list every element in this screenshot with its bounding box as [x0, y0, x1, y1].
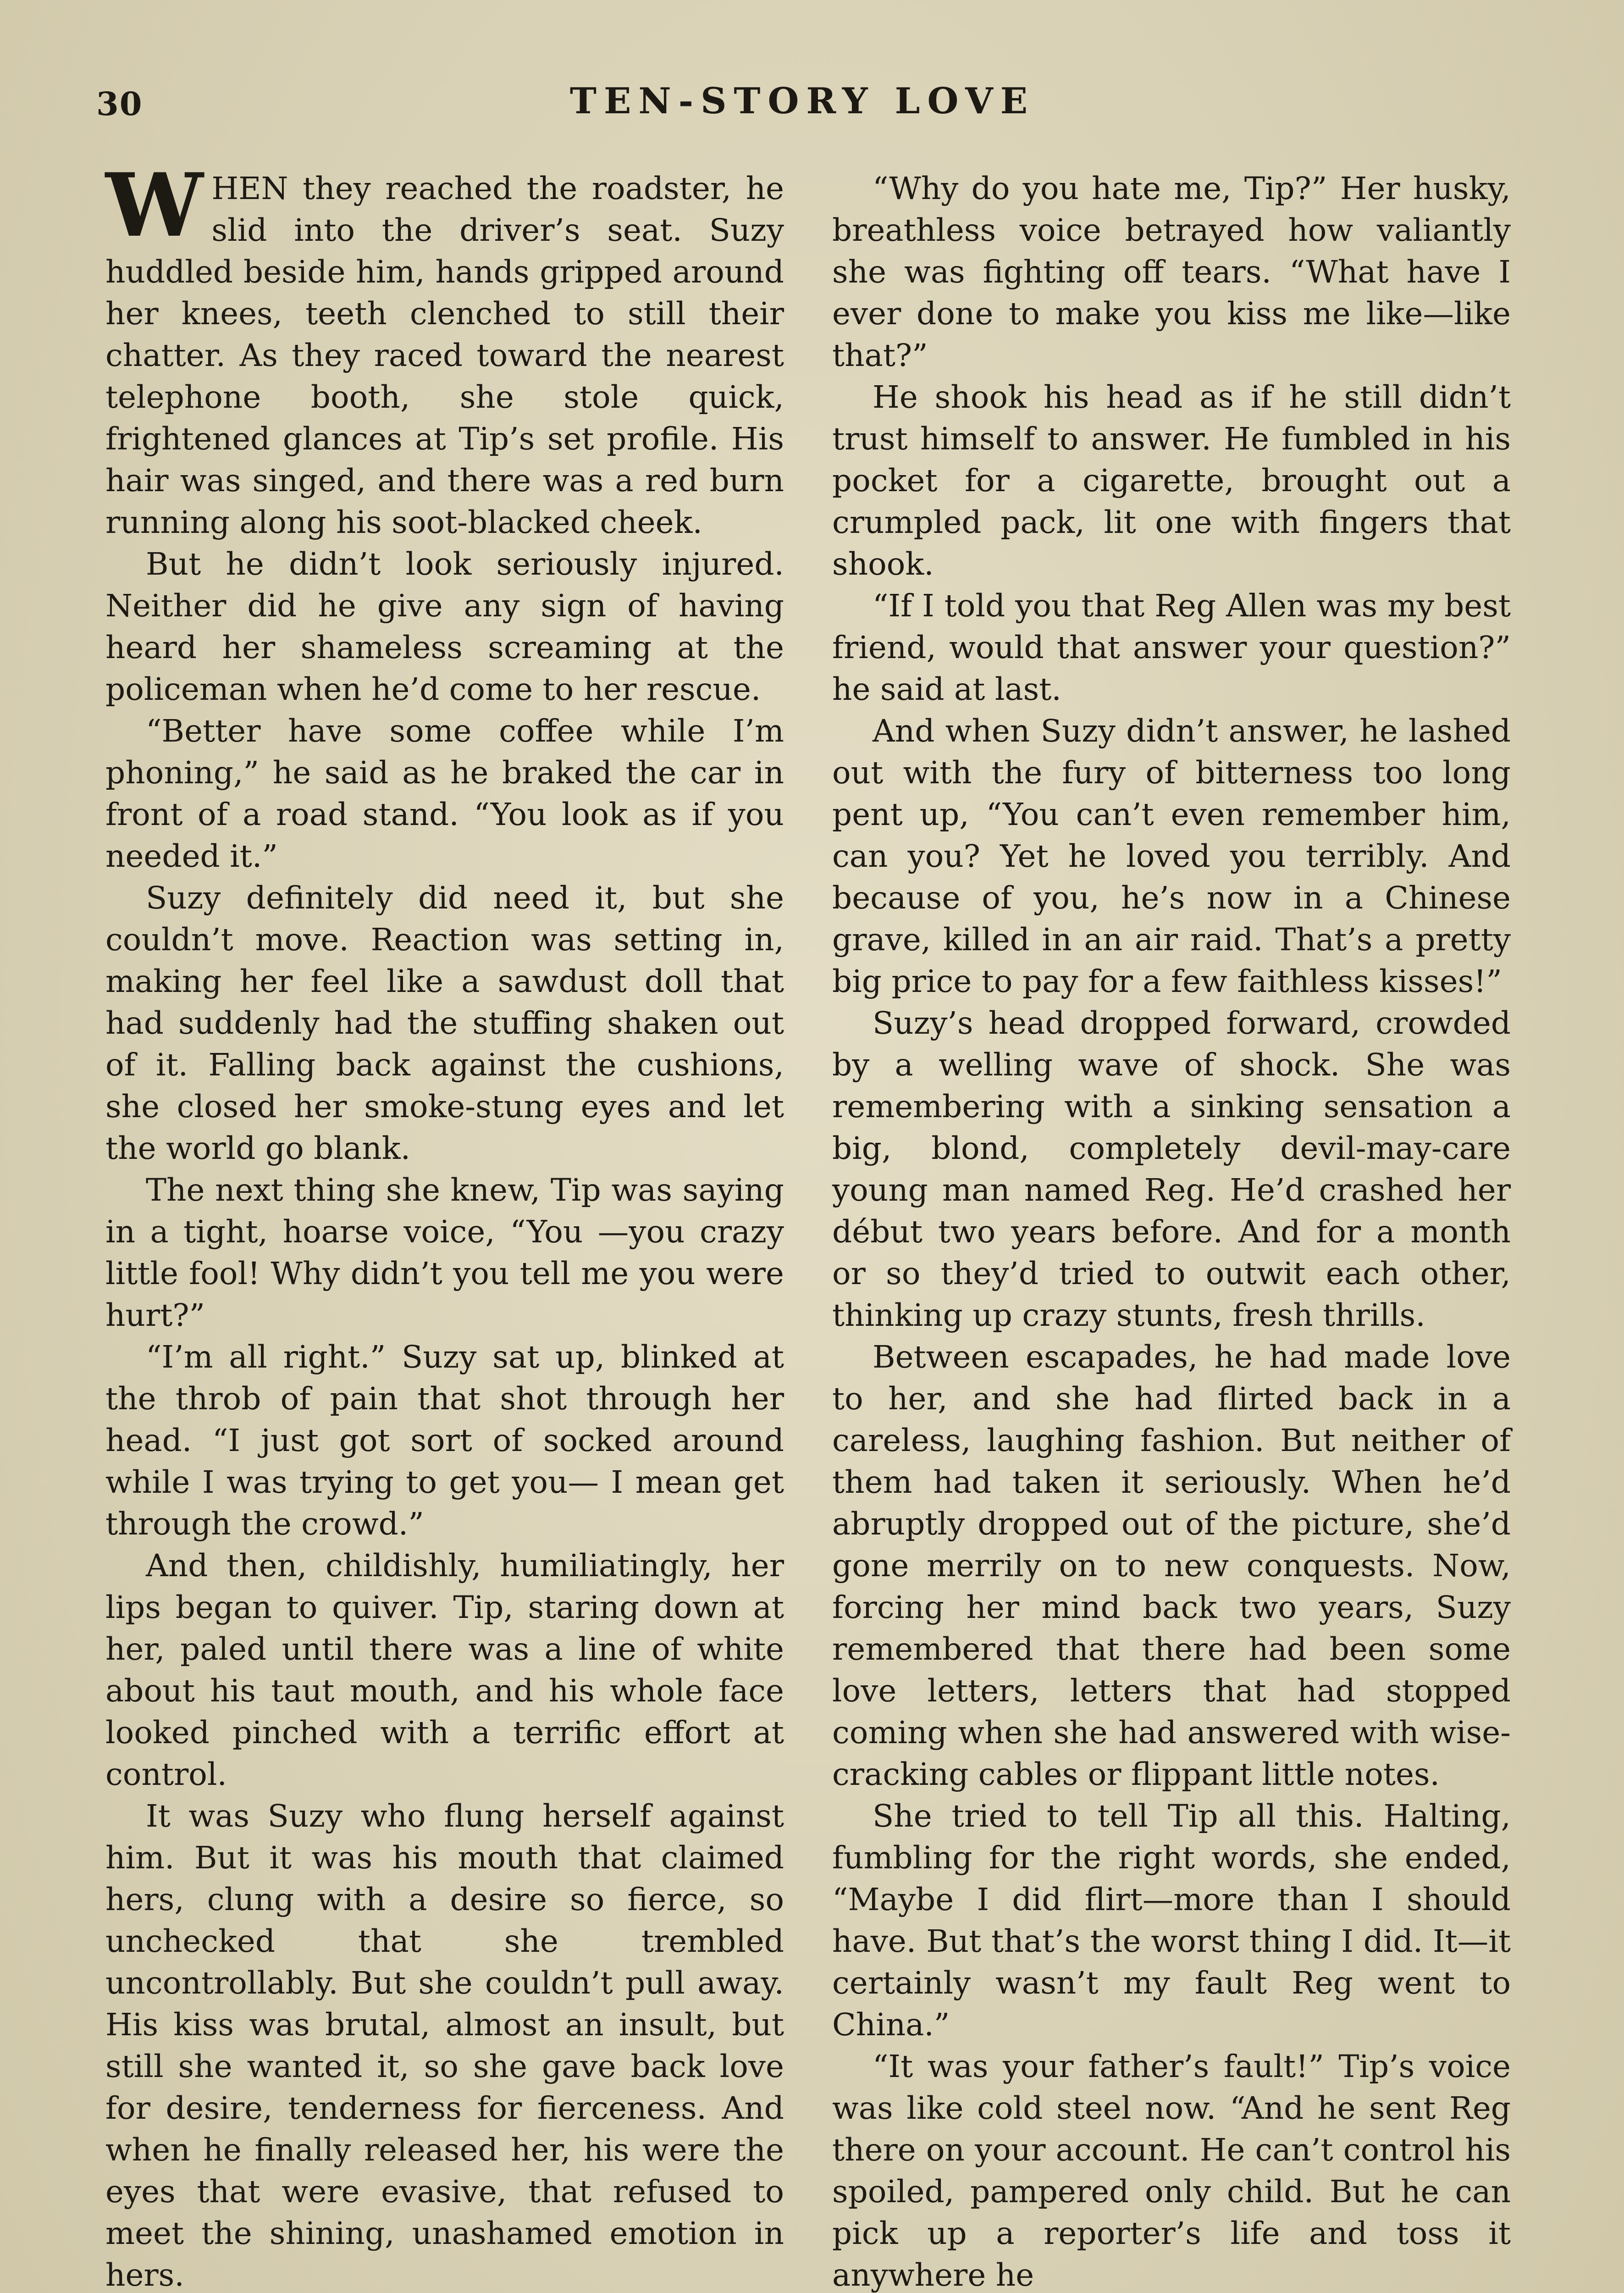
left-column: [105, 154, 784, 2293]
paragraph: “I’m all right.” Suzy sat up, blinked at the throb of pain that shot through her head. “I just got sort of socked around while I was trying to get you— I mean get through the crowd.”: [105, 1339, 784, 1542]
paragraph: And when Suzy didn’t answer, he lashed out with the fury of bitterness too long pent up, “You can’t even remember him, can you? Yet he loved you terribly. And because of you, he’s now in a Chinese grave, killed in an air raid. That’s a pretty big price to pay for a few faithless kisses!”: [832, 713, 1511, 999]
paragraph: “Why do you hate me, Tip?” Her husky, breathless voice betrayed how valiantly she was fighting off tears. “What have I ever done to make you kiss me like—like that?”: [832, 170, 1511, 373]
paragraph: “If I told you that Reg Allen was my best friend, would that answer your question?” he said at last.: [832, 587, 1511, 707]
paragraph: She tried to tell Tip all this. Halting, fumbling for the right words, she ended, “Maybe I did flirt—more than I should have. But that’s the worst thing I did. It—it certainly wasn’t my fault Reg went to China.”: [832, 1798, 1511, 2043]
paragraph: He shook his head as if he still didn’t trust himself to answer. He fumbled in his pocket for a cigarette, brought out a crumpled pack, lit one with fingers that shook.: [832, 379, 1511, 582]
paragraph: The next thing she knew, Tip was saying in a tight, hoarse voice, “You —you crazy little fool! Why didn’t you tell me you were hurt?”: [105, 1172, 784, 1333]
paragraph: Suzy’s head dropped forward, crowded by a welling wave of shock. She was remembering with a sinking sensation a big, blond, completely devil-may-care young man named Reg. He’d crashed her début two years before. And for a month or so they’d tried to outwit each other, thinking up crazy stunts, fresh thrills.: [832, 1005, 1511, 1333]
page-header: [96, 80, 1508, 135]
paragraph: [105, 154, 784, 543]
drop-cap: W: [105, 154, 204, 256]
paragraph: Suzy definitely did need it, but she couldn’t move. Reaction was setting in, making her feel like a sawdust doll that had suddenly had the stuffing shaken out of it. Falling back against the cushions, she closed her smoke-stung eyes and let the world go blank.: [105, 880, 784, 1166]
running-title: TEN-STORY LOVE: [569, 80, 1035, 122]
page-number: 30: [96, 85, 143, 123]
paragraph: “It was your father’s fault!” Tip’s voice was like cold steel now. “And he sent Reg there on your account. He can’t control his spoiled, pampered only child. But he can pick up a reporter’s life and toss it anywhere he: [832, 2048, 1511, 2293]
paragraph-text: HEN they reached the roadster, he slid into the driver’s seat. Suzy huddled beside him, hands gripped around her knees, teeth clenched to still their chatter. As they raced toward the nearest telephone booth, she stole quick, frightened glances at Tip’s set profile. His hair was singed, and there was a red burn running along his soot-blacked cheek.: [105, 170, 784, 540]
paragraph: “Better have some coffee while I’m phoning,” he said as he braked the car in front of a road stand. “You look as if you needed it.”: [105, 713, 784, 874]
paragraph: Between escapades, he had made love to her, and she had flirted back in a careless, laughing fashion. But neither of them had taken it seriously. When he’d abruptly dropped out of the picture, she’d gone merrily on to new conquests. Now, forcing her mind back two years, Suzy remembered that there had been some love letters, letters that had stopped coming when she had answered with wise-cracking cables or flippant little notes.: [832, 1339, 1511, 1792]
paragraph: It was Suzy who flung herself against him. But it was his mouth that claimed hers, clung with a desire so fierce, so unchecked that she trembled uncontrollably. But she couldn’t pull away. His kiss was brutal, almost an insult, but still she wanted it, so she gave back love for desire, tenderness for fierceness. And when he finally released her, his were the eyes that were evasive, that refused to meet the shining, unashamed emotion in hers.: [105, 1798, 784, 2293]
paragraph: And then, childishly, humiliatingly, her lips began to quiver. Tip, staring down at her, paled until there was a line of white about his taut mouth, and his whole face looked pinched with a terrific effort at control.: [105, 1547, 784, 1792]
right-column: [832, 167, 1511, 2293]
paragraph: But he didn’t look seriously injured. Neither did he give any sign of having heard her shameless screaming at the policeman when he’d come to her rescue.: [105, 546, 784, 707]
